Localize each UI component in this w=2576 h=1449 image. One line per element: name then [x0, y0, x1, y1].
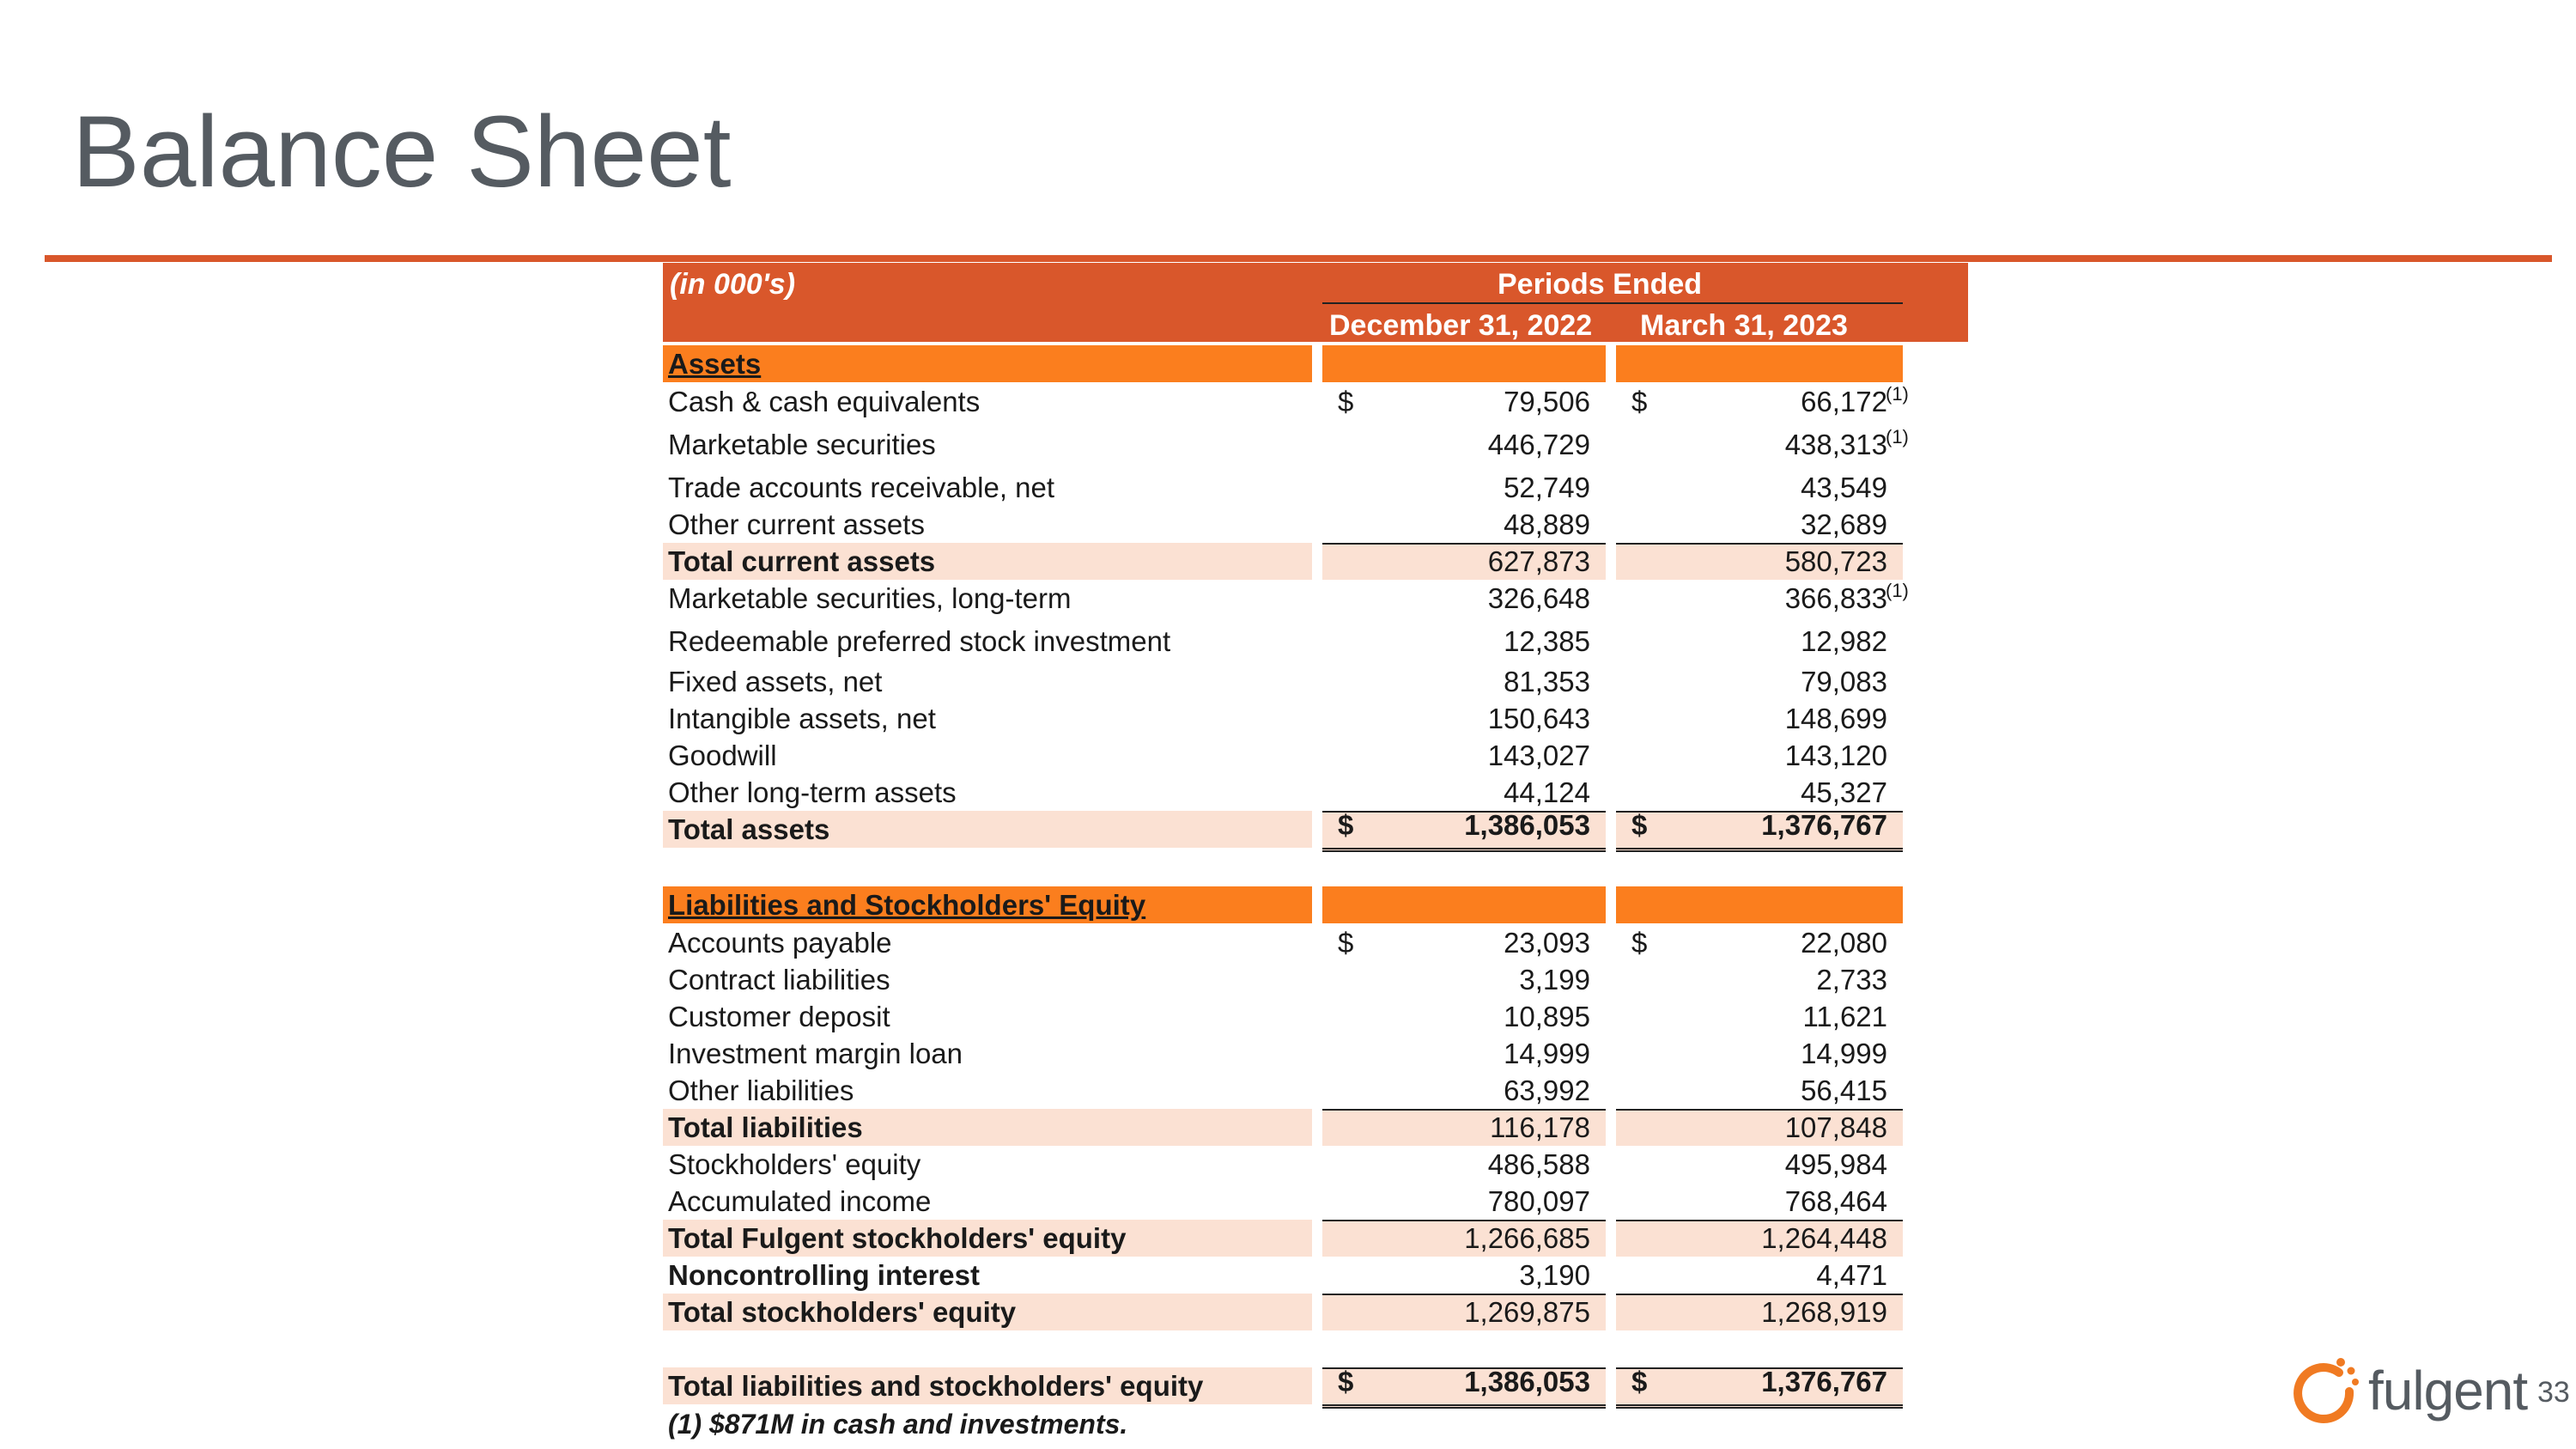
table-row-grand-total: $ 1,386,053 $ 1,376,767 Total assets [659, 811, 1879, 852]
table-row: Stockholders' equity 486,588 495,984 [668, 1148, 1887, 1180]
periods-underline [1322, 302, 1903, 304]
fulgent-logo [2293, 1354, 2528, 1431]
periods-label: Periods Ended [1498, 268, 1703, 301]
table-row: Noncontrolling interest 3,190 4,471 [668, 1259, 1887, 1291]
balance-sheet-table [659, 263, 1909, 1440]
liabilities-section-label: Liabilities and Stockholders' Equity [668, 889, 1146, 921]
assets-section-label: Assets [668, 348, 762, 380]
currency-symbol: $ [1338, 386, 1354, 417]
table-row: Investment margin loan 14,999 14,999 [668, 1038, 1887, 1069]
logo-wordmark: fulgent [2368, 1360, 2528, 1422]
table-row-total: 1,269,875 1,268,919 Total stockholders' equity [659, 1294, 1879, 1330]
table-row-total: 1,266,685 1,264,448 Total Fulgent stockholders' equity [659, 1220, 1879, 1257]
table-row-grand-total: $ 1,386,053 $ 1,376,767 Total liabilities and stockholders' equity [659, 1367, 1879, 1409]
table-row-total: 627,873 580,723 Total current assets [659, 543, 1879, 580]
footnote-mark: (1) [1886, 426, 1909, 447]
currency-symbol: $ [1631, 386, 1648, 417]
table-row: Accumulated income 780,097 768,464 [668, 1185, 1887, 1217]
logo-mark-icon [2293, 1354, 2361, 1431]
assets-section-row [659, 345, 1879, 382]
table-row-total: 116,178 107,848 Total liabilities [659, 1109, 1879, 1146]
page-title: Balance Sheet [72, 95, 732, 209]
table-row: Trade accounts receivable, net 52,749 43,549 [668, 472, 1887, 503]
page-number: 33 [2537, 1376, 2570, 1409]
table-row: Marketable securities 446,729 438,313 (1) [668, 426, 1909, 460]
col-header-dec-2022: December 31, 2022 [1329, 309, 1593, 342]
table-row: Goodwill 143,027 143,120 [668, 740, 1887, 771]
table-row: Other liabilities 63,992 56,415 [668, 1075, 1887, 1106]
footnote-mark: (1) [1886, 580, 1909, 601]
table-row: Marketable securities, long-term 326,648 366,833 (1) [668, 580, 1909, 614]
unit-label: (in 000's) [670, 268, 796, 301]
table-row: Other current assets 48,889 32,689 [668, 508, 1887, 540]
table-row: Fixed assets, net 81,353 79,083 [668, 666, 1887, 697]
table-row: Accounts payable $ 23,093 $ 22,080 [668, 927, 1887, 959]
table-row: Contract liabilities 3,199 2,733 [668, 964, 1887, 995]
col-header-mar-2023: March 31, 2023 [1640, 309, 1848, 342]
table-row: Intangible assets, net 150,643 148,699 [668, 703, 1887, 734]
liabilities-section-row [659, 886, 1879, 923]
table-row: Other long-term assets 44,124 45,327 [668, 776, 1887, 808]
table-row: Redeemable preferred stock investment 12,385 12,982 [668, 625, 1887, 657]
table-row: Cash & cash equivalents $ 79,506 $ 66,172 (1) [668, 383, 1909, 417]
footnote-mark: (1) [1886, 383, 1909, 405]
footnote: (1) $871M in cash and investments. [668, 1409, 1128, 1440]
title-divider [45, 255, 2552, 262]
table-row: Customer deposit 10,895 11,621 [668, 1001, 1887, 1032]
